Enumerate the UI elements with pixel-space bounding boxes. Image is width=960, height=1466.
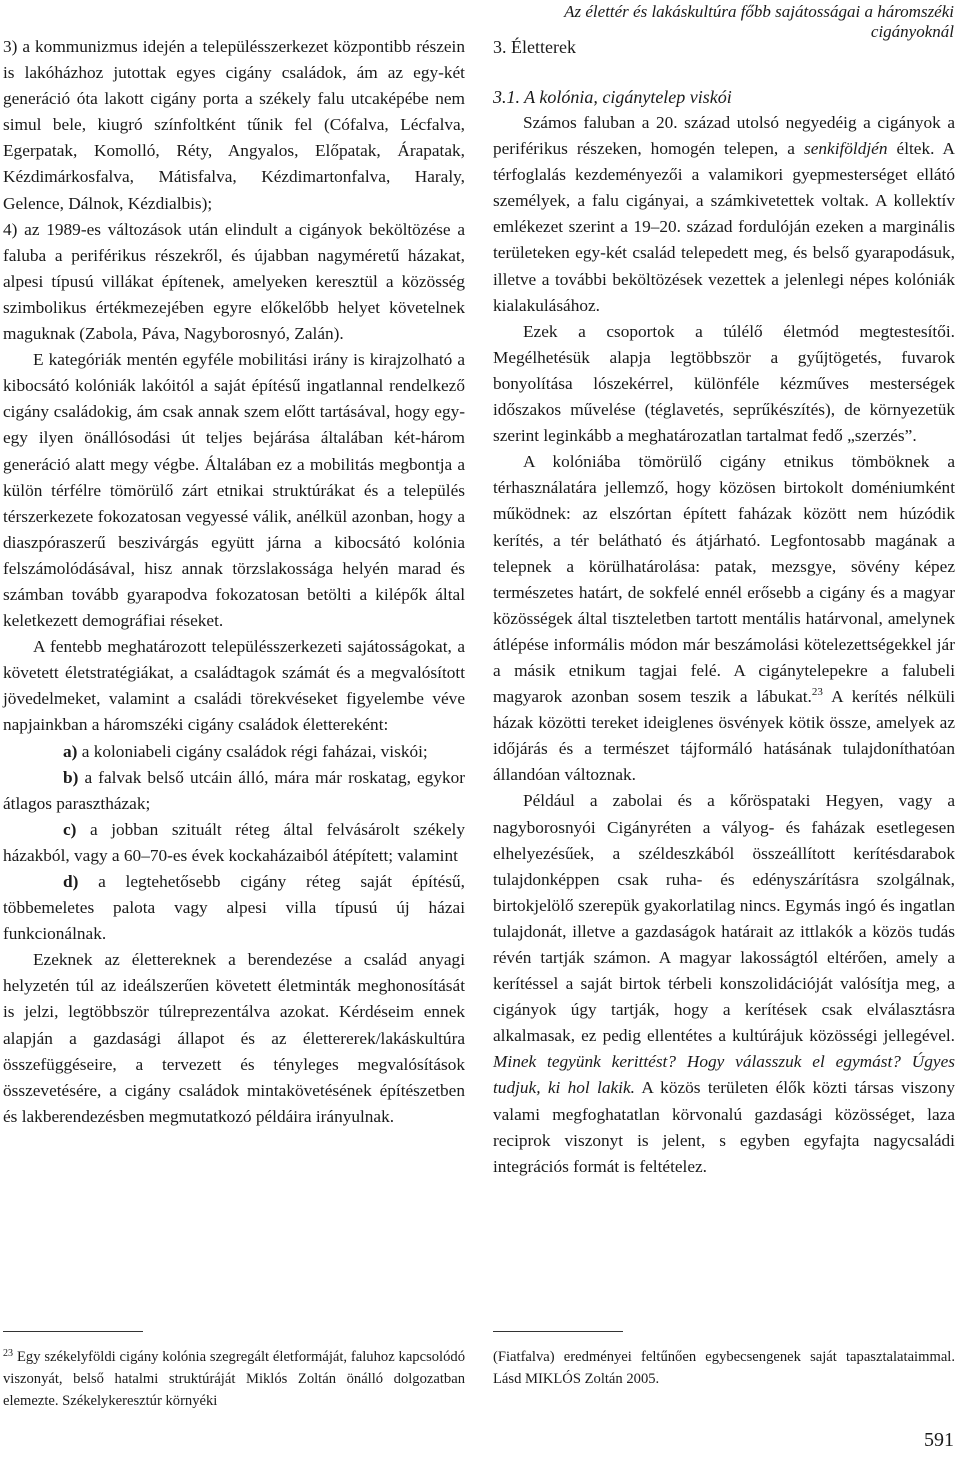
list-item-text: a falvak belső utcáin álló, mára már roskatag, egykor átlagos parasztházak; xyxy=(3,767,465,813)
paragraph: Számos faluban a 20. század utolsó negyedéig a cigányok a periférikus részeken, homogén telepen, a senkiföldjén éltek. A térfoglalás kezdeményezői a valamikori gyepmesterséget ellátó személyek, a falu cigányai, a számkivetettek voltak. A kollektív emlékezet szerint a 19–20. század fordulóján ezeken a marginális területeken egy-két család telepedett meg, és belső gyarapodásuk, illetve a további beköltözések vezettek a jelenlegi népes kolóniák kialakulásához. xyxy=(493,113,955,315)
footnote-number: 23 xyxy=(3,1348,13,1359)
section-title: 3. Életterek xyxy=(493,37,576,57)
footnote-rule xyxy=(493,1331,623,1332)
list-item xyxy=(3,817,465,869)
paragraph: A kolóniába tömörülő cigány etnikus tömböknek a térhasználatára jellemző, hogy közösen birtokolt doméniumként működnek: az elszórtan épített faházak között nem húzódik kerítés, a tér belátható és átjárható. Legfontosabb magának a telepnek a körülhatárolása: patak, mezsgye, sövény képez természetes határt, de sokfelé ennél erősebb a cigány és a magyar közösségek által tiszteletben tartott mentális határvonal, amelynek átlépése informális módon már beszámolási kötelezettségekkel jár a másik etnikum tagjai felé. A cigánytelepekre a falubeli magyarok azonban sosem teszik a lábukat.$^{23}$ A kerítés nélküli házak közötti tereket ideiglenes ösvények kötik össze, amelyek az időjárás és a természet tájformáló hatásának tulajdoníthatóan állandóan változnak. xyxy=(493,452,955,785)
list-item xyxy=(3,869,465,947)
list-item xyxy=(3,765,465,817)
list-item-label: d) xyxy=(63,872,79,891)
paragraph: Ezeknek az élettereknek a berendezése a család anyagi helyzetén túl az ideálszerűen követett életminták meghonosítását is jelzi, legtöbbször túlreprezentálva azokat. Kérdéseim ennek alapján a gazdasági állapot és az élettererek/lakáskultúra összefüggéseire, a tervezett és tényleges megvalósítások összevetésére, a cigány családok mintakövetésének építészetben és lakberendezésben megmutatkozó példáira irányulnak. xyxy=(3,950,465,1126)
page-number: 591 xyxy=(924,1429,954,1451)
paragraph: A fentebb meghatározott településszerkezeti sajátosságokat, a követett életstratégiákat, a családtagok számát és a megvalósított jövedelmeket, valamint a családi törekvéseket figyelembe véve napjainkban a háromszéki cigány családok élettereként: xyxy=(3,637,465,735)
paragraph: E kategóriák mentén egyféle mobilitási irány is kirajzolható a kibocsátó kolóniák lakóitól a saját építésű ingatlannal rendelkező cigány családokig, ám csak annak szem előtt tartásával, hogy egy-egy ilyen önállósodási út teljes bejárása általában két-három generáció alatt megy végbe. Általában ez a mobilitás megbontja a külön térfélre tömörülő zárt etnikai struktúrákat és a település térszerkezete fokozatosan vegyessé válik, anélkül azonban, hogy a diaszpóraszerű beszivárgás együtt járna a kibocsátó kolónia felszámolódásával, hisz annak törzslakossága helyén marad és számban tovább gyarapodva fokozatosan betölti a kilépők által keletkezett demográfiai réseket. xyxy=(3,350,465,631)
list-item-text: a koloniabeli cigány családok régi faházai, viskói; xyxy=(81,741,428,761)
footnote xyxy=(3,1346,465,1412)
list-item-label: b) xyxy=(63,767,79,787)
footnote-text: Egy székelyföldi cigány kolónia szegregált életformáját, faluhoz kapcsolódó viszonyát, belső hatalmi struktúráját Miklós Zoltán önálló dolgozatban elemezte. Székelykeresztúr környéki xyxy=(3,1349,465,1409)
list-item-label: a) xyxy=(63,741,78,761)
paragraph: 3) a kommunizmus idején a településszerkezet központibb részein is lakóházhoz jutottak egyes cigány családok, ám az egy-két generáció óta lakott cigány porta a székely falu utcaképébe nem simul bele, kiugró színfoltként tűnik fel (Cófalva, Lécfalva, Egerpatak, Komolló, Réty, Angyalos, Előpatak, Árapatak, Kézdimárkosfalva, Mátisfalva, Kézdimartonfalva, Haraly, Gelence, Dálnok, Kézdialbis); xyxy=(3,37,465,213)
paragraph: 4) az 1989-es változások után elindult a cigányok beköltözése a faluba a periférikus részekről, és újabban nagyméretű házakat, alpesi típusú villákat építenek, amelyeken keresztül a közösség szimbolikus értékmezejében egyre előkelőbb helyet követelnek maguknak (Zabola, Páva, Nagyborosnyó, Zalán). xyxy=(3,219,465,344)
list-item-text: a legtehetősebb cigány réteg saját építésű, többemeletes palota vagy alpesi villa típusú új házai funkcionálnak. xyxy=(3,872,465,944)
paragraph: Ezek a csoportok a túlélő életmód megtestesítői. Megélhetésük alapja legtöbbször a gyűjtögetés, fuvarok bonyolítása lószekérrel, különféle kézműves mesterségek időszakos művelése (téglavetés, seprűkészítés), de környezetük szerint leginkább a meghatározatlan tartalmat fedő „szerzés”. xyxy=(493,321,955,446)
list-item-label: c) xyxy=(63,819,77,839)
footnote-continuation: (Fiatfalva) eredményei feltűnően egybecsengenek saját tapasztalataimmal. Lásd MIKLÓS Zoltán 2005. xyxy=(493,1349,955,1387)
paragraph: Például a zabolai és a kőröspataki Hegyen, vagy a nagyborosnyói Cigányréten a vályog- és faházak esetlegesen elhelyezésűek, a széldeszkából összeállított kerítésdarabok tulajdonképpen csak ruha- és edényszárításra szolgálnak, birtokjelölő szerepük gyakorlatilag nincs. Egymás ingó és ingatlan tulajdonát, illetve a gazdaságok határait az ittlakók a közös tudás révén tartják számon. A magyar lakosságtól eltérően, amely a kerítéssel a saját birtok térbeli konszolidációját valósítja meg, a cigányok úgy tartják, hogy a kerítések csak elválasztásra alkalmasak, ez pedig ellentétes a kultúrájuk közösségi jellegével. Minek tegyünk kerittést? Hogy válasszuk el egymást? Úgyes tudjuk, ki hol lakik. A közös területen élők közti társas viszony valami megfoghatatlan körvonalú gazdasági közösséget, laza reciprok viszonyt is jelent, s egyben egyfajta nagycsaládi integrációs formát is feltételez. xyxy=(493,791,955,1176)
running-head: Az élettér és lakáskultúra főbb sajátosságai a háromszéki cigányoknál xyxy=(564,2,954,41)
list-item-text: a jobban szituált réteg által felvásárolt székely házakból, vagy a 60–70-es évek kockaházaiból átépített; valamint xyxy=(3,819,465,865)
footnote-reference: 23 xyxy=(811,686,823,699)
footnote-rule xyxy=(3,1331,143,1332)
quotation: Minek tegyünk kerittést? Hogy válasszuk el egymást? Úgyes tudjuk, ki hol lakik. xyxy=(493,1052,955,1098)
list-item xyxy=(3,739,465,765)
left-column xyxy=(3,34,465,1130)
emphasis: senkiföldjén xyxy=(803,139,888,159)
right-column xyxy=(493,34,955,1180)
subsection-title: 3.1. A kolónia, cigánytelep viskói xyxy=(493,87,732,107)
